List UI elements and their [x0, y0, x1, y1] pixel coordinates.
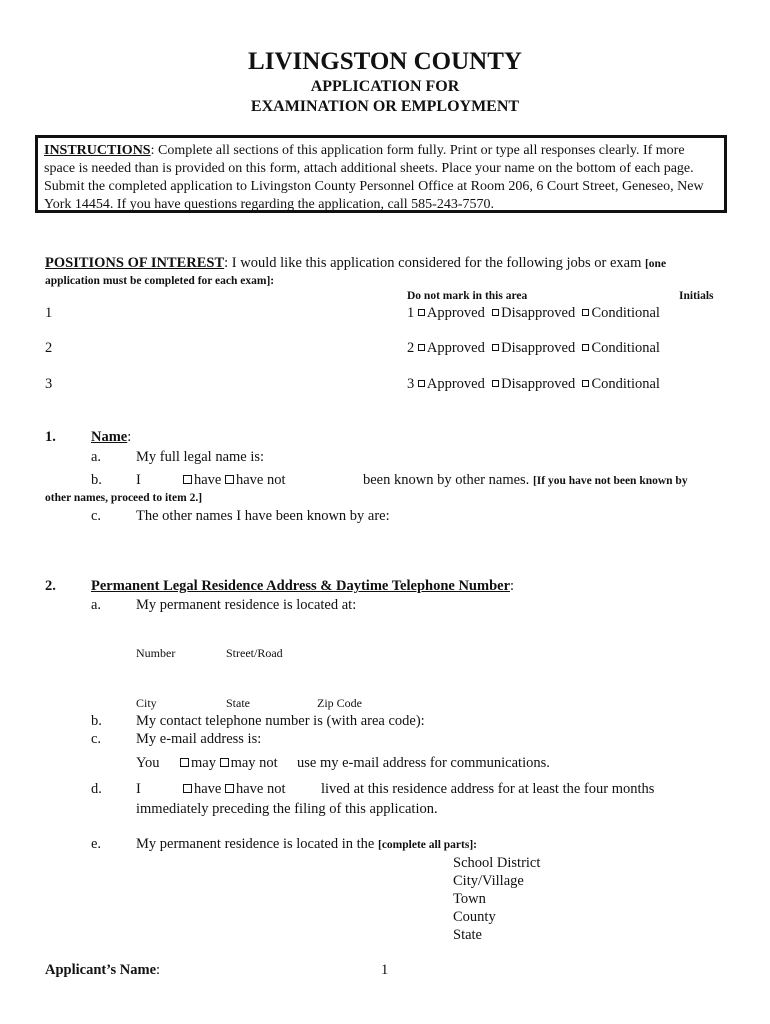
disapproved-label: Disapproved	[501, 376, 576, 392]
known-by-note-b: other names, proceed to item 2.]	[45, 492, 203, 504]
disapproved-label: Disapproved	[501, 305, 576, 321]
complete-all-parts-note: [complete all parts]	[377, 839, 474, 851]
jurisdiction-school-district: School District	[453, 855, 541, 871]
have-not-label: have not	[236, 781, 286, 797]
item-1b-i: I	[136, 472, 141, 488]
zip-caption: Zip Code	[317, 696, 362, 710]
item-1b-label: b.	[91, 472, 102, 488]
jurisdiction-city-village: City/Village	[453, 873, 524, 889]
section-1-colon: :	[127, 429, 132, 445]
number-caption: Number	[136, 646, 176, 660]
known-by-note-a: [If you have not been known by	[532, 475, 688, 487]
have-not-label: have not	[236, 472, 286, 488]
jurisdiction-town: Town	[453, 891, 486, 907]
residence-located-label: My permanent residence is located at:	[136, 597, 357, 613]
known-by-options	[183, 472, 286, 489]
conditional-label: Conditional	[591, 376, 660, 392]
item-2a-label: a.	[91, 597, 102, 613]
office-mark-1: 1	[407, 305, 415, 321]
item-2d-label: d.	[91, 781, 102, 797]
position-row-1-number: 1	[45, 305, 53, 321]
item-2d-i: I	[136, 781, 141, 797]
may-not-checkbox[interactable]	[220, 758, 229, 767]
positions-label: POSITIONS OF INTEREST	[45, 255, 225, 271]
position-row-2-number: 2	[45, 340, 53, 356]
approved-checkbox[interactable]	[418, 344, 425, 351]
may-not-label: may not	[230, 755, 278, 771]
applicant-name-colon: :	[156, 962, 161, 978]
residence-duration-options	[183, 781, 286, 798]
conditional-checkbox[interactable]	[582, 380, 589, 387]
disapproved-checkbox[interactable]	[492, 309, 499, 316]
form-title-line1: APPLICATION FOR	[310, 78, 460, 95]
conditional-label: Conditional	[591, 340, 660, 356]
instructions-label: INSTRUCTIONS	[44, 143, 151, 158]
position-row-2-office	[407, 340, 660, 357]
email-label: My e-mail address is:	[136, 731, 262, 747]
approved-checkbox[interactable]	[418, 380, 425, 387]
positions-note-a: [one	[644, 258, 667, 270]
conditional-checkbox[interactable]	[582, 344, 589, 351]
complete-all-parts-colon: :	[473, 839, 477, 851]
section-2-number: 2.	[45, 578, 56, 594]
positions-text: : I would like this application considered for the following jobs or exam	[224, 255, 642, 271]
office-use-label: Do not mark in this area	[407, 290, 528, 302]
section-2-title	[91, 578, 514, 595]
item-1c-label: c.	[91, 508, 102, 524]
telephone-label: My contact telephone number is (with area code):	[136, 713, 425, 729]
disapproved-checkbox[interactable]	[492, 380, 499, 387]
residence-duration-text: lived at this residence address for at least the four months	[321, 781, 655, 797]
approved-checkbox[interactable]	[418, 309, 425, 316]
known-by-text	[363, 472, 688, 489]
positions-heading	[45, 255, 666, 272]
approved-label: Approved	[426, 340, 485, 356]
approved-label: Approved	[426, 305, 485, 321]
email-consent-text: use my e-mail address for communications.	[297, 755, 550, 771]
item-2b-label: b.	[91, 713, 102, 729]
instructions-box	[35, 135, 727, 213]
section-2-colon: :	[510, 578, 515, 594]
have-not-checkbox[interactable]	[225, 475, 234, 484]
office-mark-3: 3	[407, 376, 415, 392]
have-checkbox[interactable]	[183, 784, 192, 793]
section-1-number: 1.	[45, 429, 56, 445]
email-consent-you: You	[136, 755, 160, 771]
page-title: LIVINGSTON COUNTY	[248, 48, 522, 75]
conditional-checkbox[interactable]	[582, 309, 589, 316]
item-1a-label: a.	[91, 449, 102, 465]
item-2e-label: e.	[91, 836, 102, 852]
disapproved-label: Disapproved	[501, 340, 576, 356]
full-legal-name-label: My full legal name is:	[136, 449, 265, 465]
disapproved-checkbox[interactable]	[492, 344, 499, 351]
have-label: have	[194, 781, 222, 797]
position-row-1-office	[407, 305, 660, 322]
instructions-text: : Complete all sections of this application form fully. Print or type all responses clearly. If more space is needed than is provided on this form, attach additional sheets. Place your name on the bottom of each page. Submit the completed application to Livingston County Personnel Office at Room 206, 6 Court Street, Geneseo, New York 14454. If you have questions regarding the application, call 585-243-7570.	[44, 143, 704, 212]
section-1-title-text: Name	[91, 429, 128, 445]
positions-note-b: application must be completed for each exam]	[45, 275, 271, 287]
have-not-checkbox[interactable]	[225, 784, 234, 793]
initials-label: Initials	[679, 290, 714, 302]
residence-jurisdiction-text: My permanent residence is located in the	[136, 836, 375, 852]
may-checkbox[interactable]	[180, 758, 189, 767]
section-1-title	[91, 429, 131, 446]
position-row-3-number: 3	[45, 376, 53, 392]
jurisdiction-state: State	[453, 927, 482, 943]
may-label: may	[191, 755, 216, 771]
section-2-title-text: Permanent Legal Residence Address & Daytime Telephone Number	[91, 578, 510, 594]
positions-note-colon: :	[270, 275, 275, 287]
conditional-label: Conditional	[591, 305, 660, 321]
office-mark-2: 2	[407, 340, 415, 356]
page-number: 1	[381, 962, 389, 978]
have-checkbox[interactable]	[183, 475, 192, 484]
position-row-3-office	[407, 376, 660, 393]
positions-note	[45, 275, 274, 287]
applicant-name-text: Applicant’s Name	[45, 962, 157, 978]
known-by-text-main: been known by other names.	[363, 472, 530, 488]
approved-label: Approved	[426, 376, 485, 392]
form-title-line2: EXAMINATION OR EMPLOYMENT	[250, 98, 520, 115]
residence-duration-text-2: immediately preceding the filing of this application.	[136, 801, 438, 817]
item-2c-label: c.	[91, 731, 102, 747]
city-caption: City	[136, 696, 157, 710]
jurisdiction-county: County	[453, 909, 496, 925]
street-caption: Street/Road	[226, 646, 283, 660]
email-consent-options	[180, 755, 278, 772]
other-names-label: The other names I have been known by are:	[136, 508, 390, 524]
have-label: have	[194, 472, 222, 488]
applicant-name-label	[45, 962, 160, 979]
state-caption: State	[226, 696, 250, 710]
residence-jurisdiction-label	[136, 836, 477, 853]
